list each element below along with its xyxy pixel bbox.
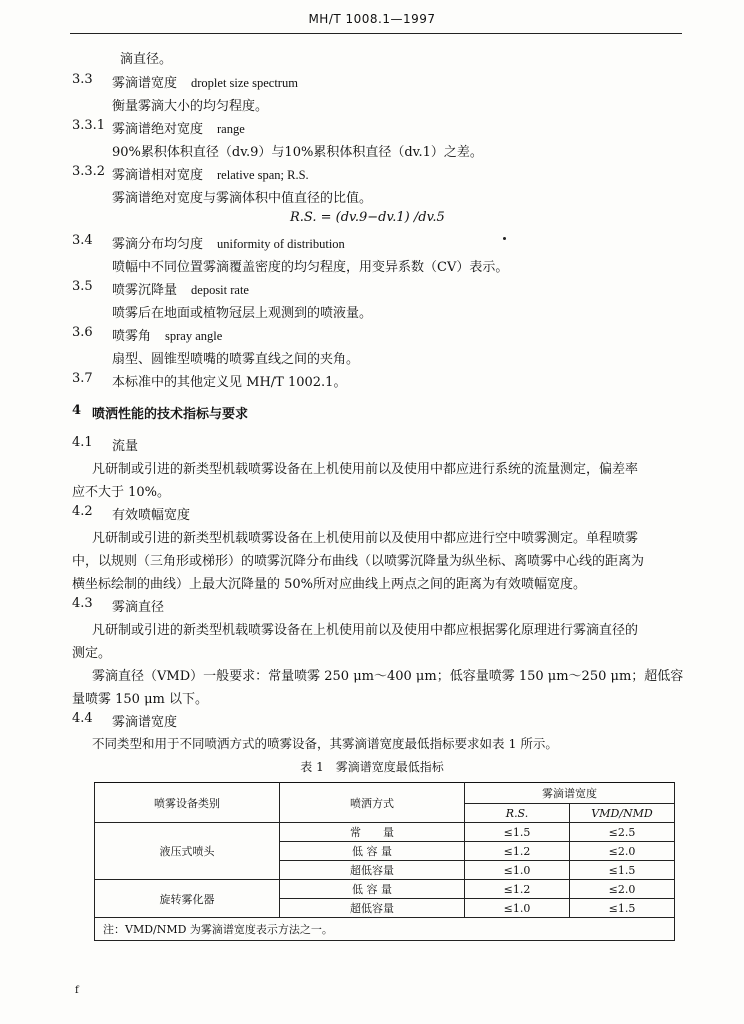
clause-number: 3.3.1 (72, 118, 106, 133)
term-zh: 雾滴分布均匀度 (112, 237, 204, 252)
clause-number: 4.1 (72, 435, 93, 450)
cell-rs: ≤1.2 (465, 842, 570, 861)
cell-rs: ≤1.2 (465, 880, 570, 899)
standard-code: MH/T 1008.1—1997 (308, 12, 436, 26)
group-hydraulic: 液压式喷头 (95, 823, 280, 880)
cell-vmd: ≤1.5 (570, 861, 675, 880)
header-method: 喷洒方式 (280, 783, 465, 823)
clause-number: 3.7 (72, 371, 93, 386)
clause-title: 雾滴谱宽度 (112, 715, 178, 730)
definition: 衡量雾滴大小的均匀程度。 (112, 99, 269, 114)
header-rule (70, 33, 682, 34)
term-en: uniformity of distribution (217, 237, 345, 251)
section-title: 喷洒性能的技术指标与要求 (92, 407, 249, 422)
clause-number: 4.4 (72, 711, 93, 726)
term-en: range (217, 122, 245, 136)
term-en: droplet size spectrum (191, 76, 298, 90)
clause-number: 4.3 (72, 596, 93, 611)
header-rs: R.S. (465, 804, 570, 823)
cell-method: 低 容 量 (280, 842, 465, 861)
cell-vmd: ≤2.0 (570, 880, 675, 899)
cell-method: 常 量 (280, 823, 465, 842)
clause-number: 3.5 (72, 279, 93, 294)
header-spectrum: 雾滴谱宽度 (465, 783, 675, 804)
clause-number: 3.4 (72, 233, 93, 248)
clause-title: 雾滴直径 (112, 600, 165, 615)
cell-vmd: ≤2.0 (570, 842, 675, 861)
table-title: 表 1 雾滴谱宽度最低指标 (300, 760, 444, 774)
term (112, 118, 245, 137)
term (112, 325, 222, 344)
term-en: relative span; R.S. (217, 168, 309, 182)
clause-number: 3.6 (72, 325, 93, 340)
paragraph-line: 凡研制或引进的新类型机载喷雾设备在上机使用前以及使用中都应进行系统的流量测定，偏差率 (92, 462, 639, 477)
cell-vmd: ≤2.5 (570, 823, 675, 842)
cell-method: 超低容量 (280, 899, 465, 918)
cell-method: 低 容 量 (280, 880, 465, 899)
paragraph-line: 测定。 (72, 646, 112, 661)
spectrum-table (94, 782, 675, 941)
term (112, 164, 309, 183)
table-note: 注：VMD/NMD 为雾滴谱宽度表示方法之一。 (95, 918, 675, 941)
definition: 喷雾后在地面或植物冠层上观测到的喷液量。 (112, 306, 373, 321)
cell-rs: ≤1.0 (465, 861, 570, 880)
clause-title: 流量 (112, 439, 139, 454)
definition: 扇型、圆锥型喷嘴的喷雾直线之间的夹角。 (112, 352, 360, 367)
term-zh: 雾滴谱相对宽度 (112, 168, 204, 183)
clause-number: 3.3.2 (72, 164, 106, 179)
paragraph-line: 雾滴直径（VMD）一般要求：常量喷雾 250 μm～400 μm；低容量喷雾 150 μm～250 μm；超低容 (92, 669, 684, 684)
cell-rs: ≤1.0 (465, 899, 570, 918)
paragraph-line: 凡研制或引进的新类型机载喷雾设备在上机使用前以及使用中都应根据雾化原理进行雾滴直径的 (92, 623, 639, 638)
group-rotary: 旋转雾化器 (95, 880, 280, 918)
term-zh: 雾滴谱宽度 (112, 76, 178, 91)
cell-rs: ≤1.5 (465, 823, 570, 842)
term-zh: 喷雾沉降量 (112, 283, 178, 298)
definition: 喷幅中不同位置雾滴覆盖密度的均匀程度，用变异系数（CV）表示。 (112, 260, 509, 275)
header-type: 喷雾设备类别 (95, 783, 280, 823)
term (112, 279, 249, 298)
section-number: 4 (72, 403, 82, 418)
definition: 90%累积体积直径（dv.9）与10%累积体积直径（dv.1）之差。 (112, 145, 483, 160)
clause-number: 4.2 (72, 504, 93, 519)
term-zh: 喷雾角 (112, 329, 152, 344)
paragraph-line: 不同类型和用于不同喷洒方式的喷雾设备，其雾滴谱宽度最低指标要求如表 1 所示。 (92, 736, 558, 751)
term (112, 72, 298, 91)
term-en: deposit rate (191, 283, 249, 297)
paragraph-line: 应不大于 10%。 (72, 485, 171, 500)
definition: 本标准中的其他定义见 MH/T 1002.1。 (112, 375, 347, 390)
text-line: 滴直径。 (120, 52, 173, 67)
footer-mark: f (75, 985, 79, 996)
paragraph-line: 横坐标绘制的曲线）上最大沉降量的 50%所对应曲线上两点之间的距离为有效喷幅宽度。 (72, 577, 587, 592)
header-vmd: VMD/NMD (570, 804, 675, 823)
term-en: spray angle (165, 329, 223, 343)
term-zh: 雾滴谱绝对宽度 (112, 122, 204, 137)
clause-title: 有效喷幅宽度 (112, 508, 191, 523)
formula: R.S. = (dv.9−dv.1) /dv.5 (290, 210, 445, 225)
term (112, 233, 345, 252)
paragraph-line: 凡研制或引进的新类型机载喷雾设备在上机使用前以及使用中都应进行空中喷雾测定。单程喷雾 (92, 531, 639, 546)
cell-vmd: ≤1.5 (570, 899, 675, 918)
clause-number: 3.3 (72, 72, 93, 87)
cell-method: 超低容量 (280, 861, 465, 880)
ink-speck (503, 237, 506, 240)
paragraph-line: 中，以规则（三角形或梯形）的喷雾沉降分布曲线（以喷雾沉降量为纵坐标、离喷雾中心线的距离为 (72, 554, 645, 569)
paragraph-line: 量喷雾 150 μm 以下。 (72, 692, 208, 707)
definition: 雾滴谱绝对宽度与雾滴体积中值直径的比值。 (112, 191, 373, 206)
